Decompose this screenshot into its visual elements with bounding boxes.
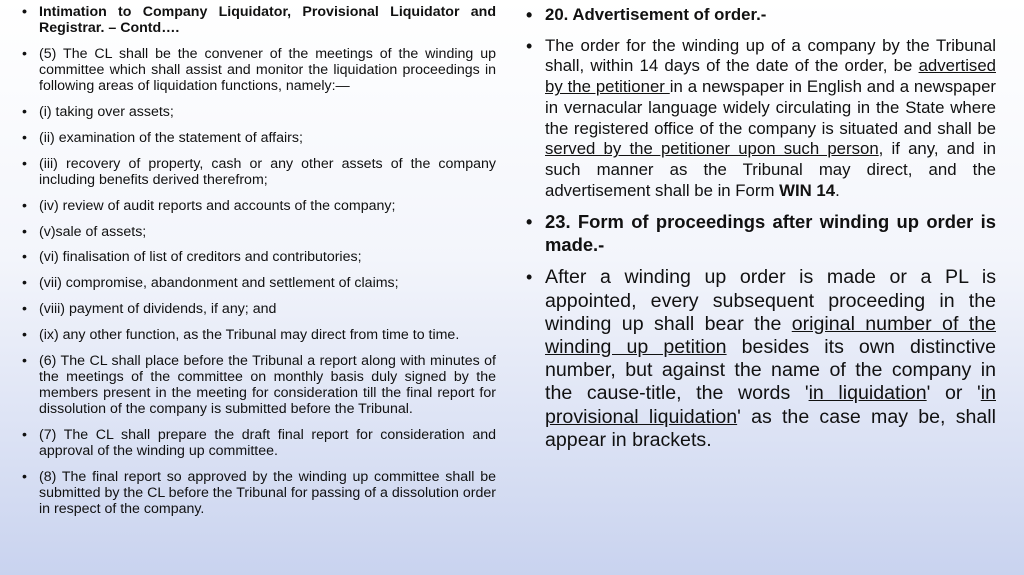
list-item <box>22 249 496 265</box>
list-item-text: (7) The CL shall prepare the draft final report for consideration and approval of the winding up committee. <box>39 426 496 460</box>
underlined-text: served by the petitioner upon such person <box>545 139 879 159</box>
text-run: After a winding up order is made or a PL is appointed, every subsequent proceeding in the winding up shall bear the <box>545 266 996 335</box>
left-heading <box>22 4 496 36</box>
section-heading-text: 20. Advertisement of order.- <box>545 5 767 24</box>
section-heading-advertisement <box>526 5 996 26</box>
list-item <box>22 301 496 317</box>
right-bullet-list <box>526 5 996 452</box>
list-item <box>22 104 496 120</box>
list-item-text: (5) The CL shall be the convener of the meetings of the winding up committee which shall assist and monitor the liquidation proceedings in following areas of liquidation functions, namely:— <box>39 46 496 95</box>
underlined-text: in provisional liquidation <box>545 382 996 428</box>
underlined-text: original number of the winding up petition <box>545 312 996 358</box>
list-item <box>22 275 496 291</box>
list-item-text: (viii) payment of dividends, if any; and <box>39 300 277 317</box>
left-bullet-list <box>22 4 496 518</box>
list-item <box>22 224 496 240</box>
list-item <box>22 353 496 418</box>
list-item-text: (8) The final report so approved by the winding up committee shall be submitted by the CL before the Tribunal for passing of a dissolution order in respect of the company. <box>39 468 496 518</box>
text-run: The order for the winding up of a company by the Tribunal shall, within 14 days of the date of the order, be <box>545 35 996 76</box>
list-item-text: (ii) examination of the statement of affairs; <box>39 130 303 146</box>
list-item <box>22 427 496 459</box>
list-item-text: (i) taking over assets; <box>39 104 174 121</box>
list-item-text: (iv) review of audit reports and accounts of the company; <box>39 197 396 214</box>
text-run: , if any, and in such manner as the Tribunal may direct, and the advertisement shall be in Form <box>545 139 996 200</box>
list-item-text: (iii) recovery of property, cash or any other assets of the company including benefits derived therefrom; <box>39 155 496 188</box>
form-number: WIN 14 <box>779 180 836 200</box>
list-item-text: (6) The CL shall place before the Tribunal a report along with minutes of the meetings of the committee on monthly basis duly signed by the members present in the meeting for consideration till the final report for dissolution of the company is submitted before the Tribunal. <box>39 352 496 418</box>
list-item-text: (v)sale of assets; <box>39 223 147 240</box>
text-run: . <box>835 180 840 200</box>
underlined-text: advertised by the petitioner <box>545 56 996 97</box>
text-run: ' or ' <box>926 382 981 405</box>
text-run: in a newspaper in English and a newspaper in vernacular language widely circulating in the State where the registered office of the company is situated and shall be <box>545 77 997 138</box>
list-item <box>22 130 496 146</box>
text-run: ' as the case may be, shall appear in brackets. <box>545 405 996 451</box>
right-column <box>526 4 996 461</box>
underlined-text: in liquidation <box>808 382 927 405</box>
list-item <box>22 156 496 188</box>
list-item-text: (ix) any other function, as the Tribunal may direct from time to time. <box>39 326 460 343</box>
list-item-text: (vi) finalisation of list of creditors and contributories; <box>39 249 362 266</box>
list-item <box>22 198 496 214</box>
paragraph-advertisement <box>526 36 996 202</box>
text-run: besides its own distinctive number, but against the name of the company in the cause-title, the words ' <box>545 335 996 405</box>
list-item <box>22 327 496 343</box>
list-item <box>22 46 496 95</box>
left-column <box>22 4 496 527</box>
left-heading-text: Intimation to Company Liquidator, Provisional Liquidator and Registrar. – Contd…. <box>39 4 496 37</box>
section-heading-form-of-proceedings <box>526 211 996 256</box>
list-item <box>22 469 496 518</box>
paragraph-form-of-proceedings <box>526 266 996 452</box>
section-heading-text: 23. Form of proceedings after winding up order is made.- <box>545 211 996 255</box>
list-item-text: (vii) compromise, abandonment and settlement of claims; <box>39 275 399 292</box>
